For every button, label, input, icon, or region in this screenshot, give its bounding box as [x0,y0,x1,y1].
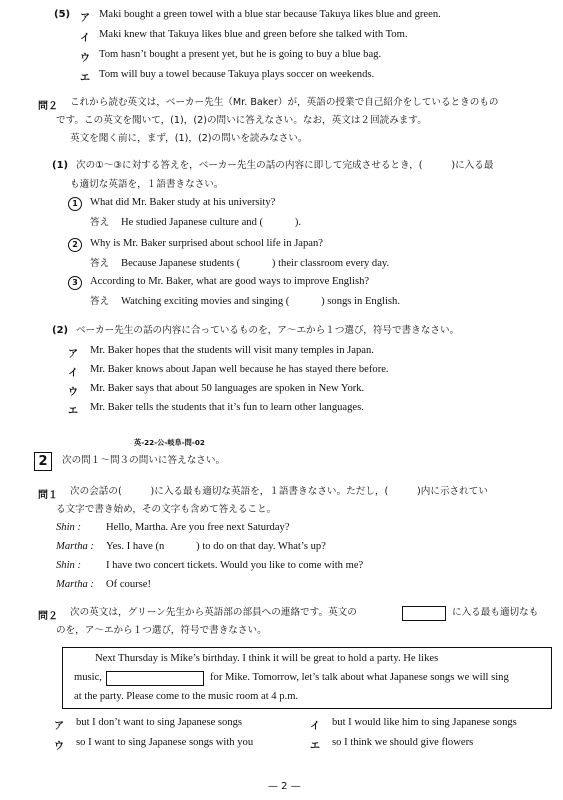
sub2-label: (2) [52,325,69,336]
mon1-label: 問１ [38,490,58,501]
passage-line: at the party. Please come to the music room at 4 p.m. [74,691,299,702]
dialogue-line: Of course! [106,579,152,590]
passage-line: for Mike. Tomorrow, let’s talk about what Japanese songs we will sing [210,672,509,683]
section-title: 次の問１～問３の問いに答えなさい。 [62,455,226,466]
speaker-name: Martha : [56,579,94,590]
s2-mon2-instruction: 次の英文は，グリーン先生から英語部の部員への連絡です。英文の [70,607,357,618]
sub1-instruction: 次の①～③に対する答えを，ベーカー先生の話の内容に即して完成させるとき，( )に入る最 [76,160,494,171]
sub1-answer: Because Japanese students ( ) their classroom every day. [121,258,390,269]
option-mark: ア [68,349,78,360]
dialogue-line: Yes. I have (n ) to do on that day. What’s up? [106,541,326,552]
option-text: Mr. Baker tells the students that it’s fun to learn other languages. [90,402,364,413]
passage-line: Next Thursday is Mike’s birthday. I think it will be great to hold a party. He likes [95,653,439,664]
option-text: Maki knew that Takuya likes blue and green before she talked with Tom. [99,29,408,40]
speaker-name: Martha : [56,541,94,552]
circled-number: 3 [68,276,82,290]
mon2-instruction: 英文を聞く前に，まず，(1)，(2)の問いを読みなさい。 [70,133,308,144]
option-text: so I think we should give flowers [332,737,474,748]
question-5-label: (5) [54,9,71,20]
option-text: but I don’t want to sing Japanese songs [76,717,243,728]
option-text: Mr. Baker knows about Japan well because he has stayed there before. [90,364,389,375]
dialogue-line: Hello, Martha. Are you free next Saturday? [106,522,290,533]
speaker-name: Shin : [56,522,82,533]
option-text: but I would like him to sing Japanese songs [332,717,517,728]
option-mark: イ [310,721,320,732]
circled-number: 2 [68,238,82,252]
section-number: 2 [34,452,52,471]
option-mark: エ [80,73,90,84]
option-text: so I want to sing Japanese songs with you [76,737,254,748]
passage-blank-box [106,671,204,686]
mon2-label: 問２ [38,101,58,112]
dialogue-line: I have two concert tickets. Would you like to come with me? [106,560,364,571]
option-mark: イ [80,33,90,44]
mon1-instruction: る文字で書き始め，その文字も含めて答えること。 [56,504,277,515]
option-mark: ウ [54,741,64,752]
s2-mon2-instruction: に入る最も適切なも [452,607,539,618]
circled-number: 1 [68,197,82,211]
answer-label: 答え [90,258,110,269]
answer-label: 答え [90,296,110,307]
mon1-instruction: 次の会話の( )に入る最も適切な英語を，１語書きなさい。ただし，( )内に示されてい [70,486,488,497]
sub1-question: According to Mr. Baker, what are good ways to improve English? [90,276,370,287]
code-label: 英-22-公-岐阜-問-02 [134,438,205,447]
sub1-question: Why is Mr. Baker surprised about school life in Japan? [90,238,324,249]
mon2-instruction: です。この英文を聞いて，(1)，(2)の問いに答えなさい。なお，英文は２回読みます。 [56,115,427,126]
sub1-question: What did Mr. Baker study at his university? [90,197,276,208]
sub1-answer: Watching exciting movies and singing ( ) songs in English. [121,296,400,307]
sub1-label: (1) [52,160,69,171]
option-text: Mr. Baker says that about 50 languages are spoken in New York. [90,383,365,394]
option-mark: イ [68,368,78,379]
option-text: Maki bought a green towel with a blue star because Takuya likes blue and green. [99,9,441,20]
answer-label: 答え [90,217,110,228]
s2-mon2-label: 問２ [38,611,58,622]
answer-blank-box [402,606,446,621]
option-mark: エ [68,406,78,417]
speaker-name: Shin : [56,560,82,571]
sub2-instruction: ベーカー先生の話の内容に合っているものを，ア～エから１つ選び，符号で書きなさい。 [76,325,460,336]
option-text: Tom will buy a towel because Takuya plays soccer on weekends. [99,69,375,80]
page-number: — 2 — [268,781,301,792]
sub1-instruction: も適切な英語を，１語書きなさい。 [70,179,224,190]
sub1-answer: He studied Japanese culture and ( ). [121,217,302,228]
option-text: Mr. Baker hopes that the students will visit many temples in Japan. [90,345,374,356]
passage-line: music, [74,672,102,683]
option-mark: ウ [68,387,78,398]
option-text: Tom hasn’t bought a present yet, but he is going to buy a blue bag. [99,49,382,60]
s2-mon2-instruction: のを，ア～エから１つ選び，符号で書きなさい。 [56,625,267,636]
option-mark: ア [54,721,64,732]
option-mark: ア [80,13,90,24]
option-mark: エ [310,741,320,752]
option-mark: ウ [80,53,90,64]
mon2-instruction: これから読む英文は，ベーカー先生（Mr. Baker）が，英語の授業で自己紹介をしているときのもの [70,97,499,108]
